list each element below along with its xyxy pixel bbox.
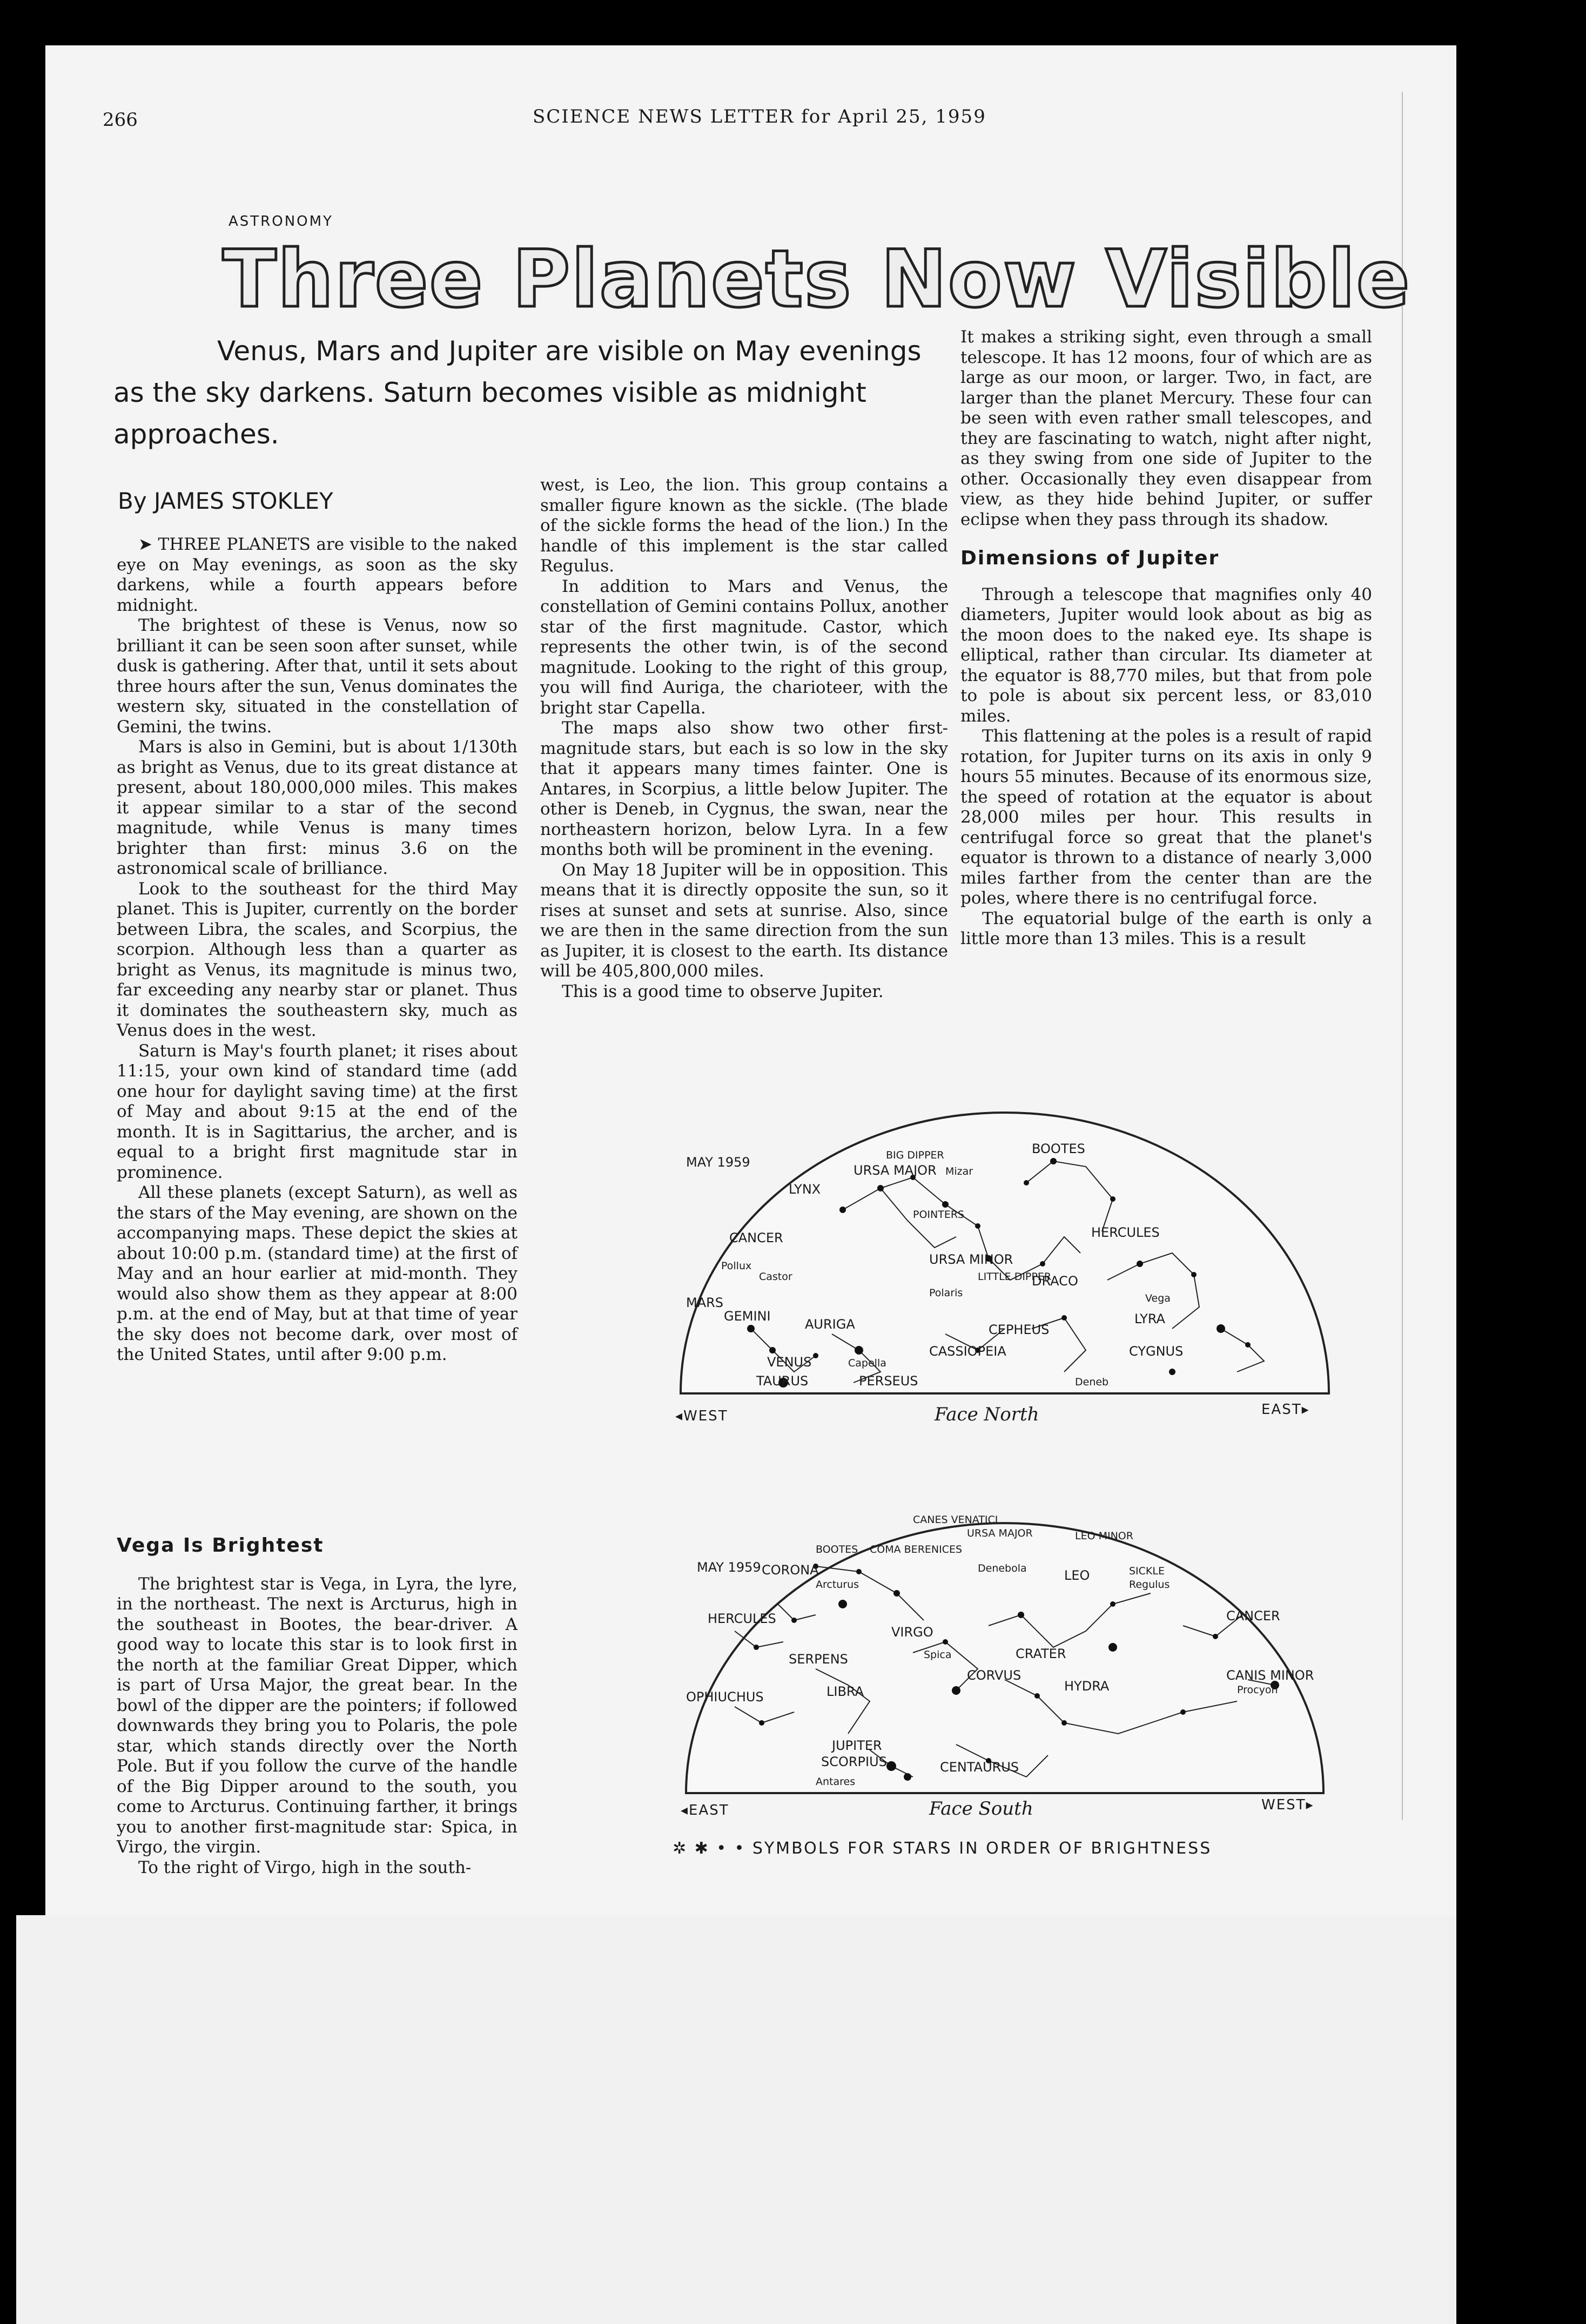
map-label: LYNX [789, 1182, 821, 1197]
page-number: 266 [103, 109, 138, 131]
page-fold-line [1402, 92, 1403, 1820]
map-label: URSA MAJOR [854, 1163, 937, 1178]
star-map-north [654, 1102, 1356, 1437]
map-label: CORONA [762, 1562, 819, 1578]
map-label: CYGNUS [1129, 1344, 1184, 1359]
paragraph: west, is Leo, the lion. This group contains a smaller figure known as the sickle. (The blade of the sickle forms the head of the lion.) In the handle of this implement is the star called Regulus. [540, 475, 948, 576]
map-label: LEO MINOR [1075, 1530, 1133, 1542]
paragraph: The maps also show two other first-magnitude stars, but each is so low in the sky that it appears many times fainter. One is Antares, in Scorpius, a little below Jupiter. The other is Deneb, in Cygnus, the swan, near the northeastern horizon, below Lyra. In a few months both will be prominent in the evening. [540, 718, 948, 859]
map-label: SERPENS [789, 1652, 848, 1667]
article-deck: Venus, Mars and Jupiter are visible on May evenings as the sky darkens. Saturn becomes visible as midnight approaches. [113, 335, 922, 450]
paragraph: The brightest of these is Venus, now so brilliant it can be seen soon after sunset, while dusk is gathering. After that, until it sets about three hours after the sun, Venus dominates the western sky, situated in the constellation of Gemini, the twins. [117, 616, 518, 737]
paragraph: On May 18 Jupiter will be in opposition. This means that it is directly opposite the sun, so it rises at sunset and sets at sunrise. Also, since we are then in the same direction from the sun as Jupiter, it is closest to the earth. Its distance will be 405,800,000 miles. [540, 860, 948, 981]
paragraph: Through a telescope that magnifies only 40 diameters, Jupiter would look about as big as the moon does to the naked eye. Its shape is elliptical, rather than circular. Its diameter at the equator is 88,770 miles, but that from pole to pole is about six percent less, or 83,010 miles. [960, 584, 1372, 726]
map-label: SICKLE [1129, 1565, 1165, 1577]
map-label: CANCER [729, 1230, 783, 1245]
star-map-south [654, 1507, 1356, 1831]
map-label: LITTLE DIPPER [978, 1271, 1052, 1283]
map-label: AURIGA [805, 1317, 855, 1332]
paragraph: This is a good time to observe Jupiter. [562, 981, 884, 1001]
map-label: HERCULES [708, 1611, 776, 1626]
map-label: Castor [759, 1271, 792, 1283]
subhead-vega: Vega Is Brightest [117, 1534, 324, 1557]
paragraph: Saturn is May's fourth planet; it rises about 11:15, your own kind of standard time (add one hour for daylight saving time) at the first of May and about 9:15 at the end of the month. It is in Sagittarius, the archer, and is equal to a bright first magnitude star in prominence. [117, 1041, 518, 1182]
map-label: Pollux [721, 1260, 752, 1272]
legend-text: SYMBOLS FOR STARS IN ORDER OF BRIGHTNESS [752, 1839, 1212, 1858]
paragraph: To the right of Virgo, high in the south- [138, 1857, 472, 1877]
column-1 [117, 535, 518, 1365]
map-label: Procyon [1237, 1684, 1278, 1696]
map-label: LEO [1064, 1568, 1090, 1583]
map-label: SCORPIUS [821, 1754, 887, 1769]
map-label: CORVUS [967, 1668, 1022, 1683]
byline: By JAMES STOKLEY [118, 488, 333, 514]
section-kicker: ASTRONOMY [229, 213, 333, 230]
map-label: POINTERS [913, 1209, 965, 1221]
paragraph: Mars is also in Gemini, but is about 1/130th as bright as Venus, due to its great distance at present, about 180,000,000 miles. This makes it appear similar to a star of the second magnitude, while Venus is many times brighter than first: minus 3.6 on the astronomical scale of brilliance. [117, 737, 518, 878]
map-label: TAURUS [756, 1373, 809, 1389]
article-headline: Three Planets Now Visible [223, 233, 1411, 325]
map-label: MARS [686, 1295, 724, 1310]
paragraph: It makes a striking sight, even through a small telescope. It has 12 moons, four of which are as large as our moon, or larger. Two, in fact, are larger than the planet Mercury. These four can be seen with even rather small telescopes, and they are fascinating to watch, night after night, as they swing from one side of Jupiter to the other. Occasionally they even disappear from view, as they hide behind Jupiter, or suffer eclipse when they pass through its shadow. [960, 327, 1372, 529]
map-label: BOOTES [816, 1544, 858, 1555]
map-caption: Face North [935, 1404, 1039, 1425]
map-label: CRATER [1016, 1646, 1066, 1661]
map-label: LIBRA [826, 1684, 864, 1699]
star-symbols-icon: ✲ ✱ • • [673, 1839, 752, 1858]
subhead-jupiter: Dimensions of Jupiter [960, 547, 1220, 569]
map-label: VIRGO [891, 1625, 933, 1640]
map-label: HERCULES [1091, 1225, 1160, 1240]
map-label: GEMINI [724, 1309, 771, 1324]
column-3 [960, 327, 1372, 949]
paragraph: In addition to Mars and Venus, the constellation of Gemini contains Pollux, another star of the first magnitude. Castor, which represents the other twin, is of the second magnitude. Looking to the right of this group, you will find Auriga, the charioteer, with the bright star Capella. [540, 576, 948, 718]
map-label: OPHIUCHUS [686, 1689, 764, 1705]
map-east-label: ◂EAST [681, 1802, 729, 1818]
map-label: Polaris [929, 1287, 963, 1299]
map-label: Arcturus [816, 1579, 859, 1591]
map-label: CEPHEUS [989, 1322, 1050, 1337]
map-label: Spica [924, 1649, 952, 1661]
map-label: LYRA [1134, 1311, 1165, 1326]
map-label: DRACO [1032, 1274, 1078, 1289]
map-label: HYDRA [1064, 1679, 1110, 1694]
map-date: MAY 1959 [686, 1155, 750, 1170]
map-date: MAY 1959 [697, 1560, 761, 1575]
map-label: CASSIOPEIA [929, 1344, 1006, 1359]
map-label: BOOTES [1032, 1141, 1085, 1156]
map-label: COMA BERENICES [870, 1544, 963, 1555]
map-label: Capella [848, 1357, 886, 1369]
map-label: CANIS MINOR [1226, 1668, 1314, 1683]
map-label: CANCER [1226, 1608, 1280, 1624]
map-label: CENTAURUS [940, 1760, 1019, 1775]
map-label: Denebola [978, 1562, 1027, 1574]
column-2 [540, 475, 948, 1002]
paragraph: The brightest star is Vega, in Lyra, the lyre, in the northeast. The next is Arcturus, high in the southeast in Bootes, the bear-driver. A good way to locate this star is to look first in the north at the familiar Great Dipper, which is part of Ursa Major, the great bear. In the bowl of the dipper are the pointers; if followed downwards they bring you to Polaris, the pole star, which stands directly over the North Pole. But if you follow the curve of the handle of the Big Dipper around to the south, you come to Arcturus. Continuing farther, it brings you to another first-magnitude star: Spica, in Virgo, the virgin. [117, 1574, 518, 1857]
map-label: Regulus [1129, 1579, 1170, 1591]
map-caption: Face South [929, 1798, 1033, 1820]
map-label: PERSEUS [859, 1373, 918, 1389]
star-symbol-legend [673, 1839, 1212, 1858]
paragraph: Look to the southeast for the third May planet. This is Jupiter, currently on the border between Libra, the scales, and Scorpius, the scorpion. Although less than a quarter as bright as Venus, its magnitude is minus two, far exceeding any nearby star or planet. Thus it dominates the southeastern sky, much as Venus does in the west. [117, 879, 518, 1040]
map-label: URSA MAJOR [967, 1527, 1033, 1539]
map-label: Deneb [1075, 1376, 1109, 1388]
paragraph: This flattening at the poles is a result of rapid rotation, for Jupiter turns on its axis in only 9 hours 55 minutes. Because of its enormous size, the speed of rotation at the equator is about 28,000 miles per hour. This results in centrifugal force so great that the planet's equator is thrown to a distance of nearly 3,000 miles farther from the center than are the poles, where there is no centrifugal force. [960, 726, 1372, 908]
paragraph: ➤ THREE PLANETS are visible to the naked eye on May evenings, as soon as the sky darkens, while a fourth appears before midnight. [117, 535, 518, 615]
map-label: Antares [816, 1776, 856, 1788]
map-east-label: EAST▸ [1261, 1402, 1310, 1418]
map-label: Vega [1145, 1292, 1171, 1304]
map-label: BIG DIPPER [886, 1149, 944, 1161]
paragraph: All these planets (except Saturn), as well as the stars of the May evening, are shown on the accompanying maps. These depict the skies at about 10:00 p.m. (standard time) at the first of May and an hour earlier at mid-month. They would also show them as they appear at 8:00 p.m. at the end of May, but at that time of year the sky does not become dark, over most of the United States, until after 9:00 p.m. [117, 1183, 518, 1364]
map-label: Mizar [945, 1166, 973, 1177]
map-west-label: ◂WEST [675, 1408, 728, 1424]
paragraph: The equatorial bulge of the earth is only a little more than 13 miles. This is a result [960, 908, 1372, 948]
column-1-lower [117, 1535, 518, 1878]
map-west-label: WEST▸ [1261, 1797, 1314, 1813]
running-title: SCIENCE NEWS LETTER for April 25, 1959 [533, 106, 986, 127]
map-label: VENUS [767, 1355, 812, 1370]
map-label: CANES VENATICI [913, 1514, 998, 1526]
map-label: JUPITER [832, 1738, 882, 1753]
map-label: URSA MINOR [929, 1252, 1013, 1267]
backing-board [16, 1915, 1456, 2324]
